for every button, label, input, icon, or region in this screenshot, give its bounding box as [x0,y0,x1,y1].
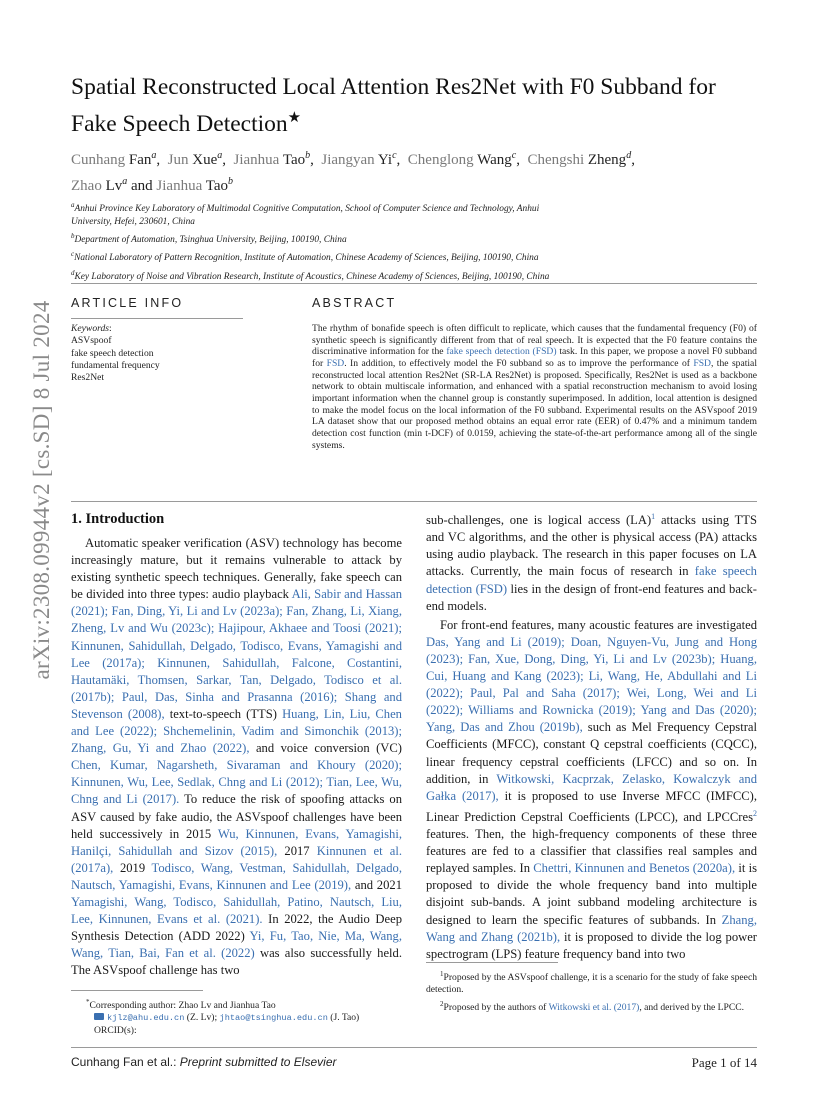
page-number: Page 1 of 14 [691,1055,757,1070]
acronym-link[interactable]: fake speech detection (FSD) [426,564,757,596]
acronym-link[interactable]: fake speech detection (FSD) [446,346,557,358]
title-line-2: Fake Speech Detection [71,110,288,137]
author-list: Cunhang Fan$^a$, Jun Xue$^a$, Jianhua Tao$^b$, Jiangyan Yi$^c$, Chenglong Wang$^c$, Chengshi Zheng$^d$, Zhao Lv$^a$ and Jianhua Tao$^b$ [71,150,635,194]
title-line-1: Spatial Reconstructed Local Attention Res2Net with F0 Subband for [71,74,716,100]
article-info-heading: ARTICLE INFO [71,296,184,310]
abstract-bottom-divider [71,501,757,502]
author: Jianhua Tao$^b$ [233,150,311,168]
footnote-divider-right [426,962,558,963]
arxiv-identifier-sidebar [22,300,62,680]
citation-link[interactable]: Yi, Fu, Tao, Nie, Ma, Wang, Wang, Tian, Bai, Fan et al. (2022) [71,929,403,961]
acronym-link[interactable]: FSD [693,357,711,369]
affiliation: $^c$National Laboratory of Pattern Recognition, Institute of Automation, Chinese Academy of Sciences, Beijing, 100190, China [71,250,539,264]
email-icon [94,1013,104,1020]
footnote-1: $^1$Proposed by the ASVspoof challenge, it is a scenario for the study of fake speech detection. [426,970,757,996]
keyword: fundamental frequency [71,359,160,371]
header-divider [71,283,757,284]
affiliations [71,199,761,286]
citation-link[interactable]: Huang, Lin, Liu, Chen and Lee (2022); Shchemelinin, Vadim and Simonchik (2013); Zhang, Gu, Yi and Zhao (2022), [71,706,402,756]
footnote-ref[interactable]: 2 [753,808,757,818]
citation-link[interactable]: Zhang, Wang and Zhang (2021b), [426,912,757,944]
author-and: and [131,178,153,194]
footnote-corresponding: *Corresponding author: Zhao Lv and Jianhua Tao kjlz@ahu.edu.cn (Z. Lv); jhtao@tsinghua.edu.cn (J. Tao) ORCID(s): [86,996,406,1037]
author: Chengshi Zheng$^d$ [527,150,632,168]
author: Cunhang Fan$^a$ [71,150,157,168]
footnote-2: $^2$Proposed by the authors of Witkowski et al. (2017), and derived by the LPCC. [440,999,745,1013]
affiliation: $^d$Key Laboratory of Noise and Vibration Research, Institute of Acoustics, Chinese Academy of Sciences, Beijing, 100190, China [71,269,550,283]
section-heading-introduction: 1. Introduction [71,511,165,527]
arxiv-identifier-text: arXiv:2308.09944v2 [cs.SD] 8 Jul 2024 [29,300,54,680]
acronym-link[interactable]: FSD [326,357,345,369]
footnote-ref[interactable]: 1 [651,512,656,521]
citation-link[interactable]: Chettri, Kinnunen and Benetos (2020a), [533,861,736,876]
abstract-heading: ABSTRACT [312,296,397,310]
citation-link[interactable]: Yamagishi, Wang, Todisco, Sahidullah, Patino, Nautsch, Liu, Lee, Kinnunen, Evans et al. (2021). [71,894,402,927]
citation-link[interactable]: Ali, Sabir and Hassan (2021); Fan, Ding, Yi, Li and Lv (2023a); Fan, Zhang, Li, Xiang, Zheng, Lv and Wu (2023c); Hajipour, Akhaee and Toosi (2021); Kinnunen, Sahidullah, Delgado, Todisco, Evans, Yamagishi and Lee (2017a); Kinnunen, Sahidullah, Falcone, Costantini, Hautamäki, Thomsen, Sarkar, Tan, Delgado, Todisco et al. (2017b); Paul, Das, Sinha and Prasanna (2016); Shang and Stevenson (2008), [71,587,402,721]
footnotes-right [426,968,757,1014]
keyword: fake speech detection [71,347,154,359]
author: Jiangyan Yi$^c$ [321,150,397,168]
footnote-divider-left [71,990,203,991]
affiliation: $^a$Anhui Province Key Laboratory of Multimodal Cognitive Computation, School of Computer Science and Technology, Anhui University, Hefei, 230601, China [71,201,540,227]
abstract-text: The rhythm of bonafide speech is often difficult to replicate, which causes that the fundamental frequency (F0) of synthetic speech is significantly different from that of real speech. It is expected that the F0 feature contains the discriminative information for the fake speech detection (FSD) task. In this paper, we propose a novel F0 subband for FSD. In addition, to effectively model the F0 subband so as to improve the performance of FSD, the spatial reconstructed local attention Res2Net (SR-LA Res2Net) is proposed. Specifically, Res2Net is used as a backbone network to obtain multiscale information, and enhanced with a spatial reconstruction mechanism to avoid losing important information when the channel group is constantly superimposed. In addition, local attention is designed to make the model focus on the local information of the F0 subband. Experimental results on the ASVspoof 2019 LA dataset show that our proposed method obtains an equal error rate (EER) of 0.47% and a minimum tandem detection cost function (min t-DCF) of 0.0159, achieving the state-of-the-art performance among all of the single systems. [312,323,757,451]
paper-title [71,72,761,140]
author: Zhao Lv$^a$ [71,176,128,194]
affiliation: $^b$Department of Automation, Tsinghua University, Beijing, 100190, China [71,231,347,246]
email-link[interactable]: jhtao@tsinghua.edu.cn [219,1013,328,1024]
keywords-label: Keywords [71,323,110,334]
keyword: ASVspoof [71,335,112,347]
citation-link[interactable]: Wu, Kinnunen, Evans, Yamagishi, Hanilçi, Sahidullah and Sizov (2015), [71,826,403,858]
citation-link[interactable]: Witkowski, Kacprzak, Zelasko, Kowalczyk and Gałka (2017), [426,771,757,803]
author: Jun Xue$^a$ [167,150,223,168]
citation-link[interactable]: Todisco, Wang, Vestman, Sahidullah, Delgado, Nautsch, Yamagishi, Evans, Kinnunen and Lee (2019), [71,860,402,892]
footer-left: Cunhang Fan et al.: Preprint submitted to Elsevier [71,1055,337,1069]
left-column-text: Automatic speaker verification (ASV) technology has become increasingly mature, but it remains vulnerable to attack by existing synthetic speech techniques. Generally, fake speech can be divided into three types: audio playback Ali, Sabir and Hassan (2021); Fan, Ding, Yi, Li and Lv (2023a); Fan, Zhang, Li, Xiang, Zheng, Lv and Wu (2023c); Hajipour, Akhaee and Toosi (2021); Kinnunen, Sahidullah, Delgado, Todisco, Evans, Yamagishi and Lee (2017a); Kinnunen, Sahidullah, Falcone, Costantini, Hautamäki, Thomsen, Sarkar, Tan, Delgado, Todisco et al. (2017b); Paul, Das, Sinha and Prasanna (2016); Shang and Stevenson (2008), text-to-speech (TTS) Huang, Lin, Liu, Chen and Lee (2022); Shchemelinin, Vadim and Simonchik (2013); Zhang, Gu, Yi and Zhao (2022), and voice conversion (VC) Chen, Kumar, Nagarsheth, Sivaraman and Khoury (2020); Kinnunen, Wu, Lee, Sedlak, Chng and Li (2012); Tian, Lee, Wu, Chng and Li (2017). To reduce the risk of spoofing attacks on ASV caused by fake audio, the ASVspoof challenges have been held successively in 2015 Wu, Kinnunen, Evans, Yamagishi, Hanilçi, Sahidullah and Sizov (2015), 2017 Kinnunen et al. (2017a), 2019 Todisco, Wang, Vestman, Sahidullah, Delgado, Nautsch, Yamagishi, Evans, Kinnunen and Lee (2019), and 2021 Yamagishi, Wang, Todisco, Sahidullah, Patino, Nautsch, Liu, Lee, Kinnunen, Evans et al. (2021). In 2022, the Audio Deep Synthesis Detection (ADD 2022) Yi, Fu, Tao, Nie, Ma, Wang, Wang, Tian, Bai, Fan et al. (2022) was also successfully held. The ASVspoof challenge has two [71,536,403,978]
keywords-block: Keywords: ASVspoof fake speech detection fundamental frequency Res2Net [71,323,241,384]
footer-divider [71,1047,757,1048]
author: Chenglong Wang$^c$ [407,150,517,168]
right-column-text: sub-challenges, one is logical access (LA)$^1$ attacks using TTS and VC algorithms, and the other is physical access (PA) attacks using audio playback. The research in this paper focuses on LA attacks. Currently, the main focus of research in fake speech detection (FSD) lies in the design of front-end features and back-end models. For front-end features, many acoustic features are investigated Das, Yang and Li (2019); Doan, Nguyen-Vu, Jung and Hong (2023); Fan, Xue, Dong, Ding, Yi, Li and Lv (2023b); Huang, Cui, Huang and Kang (2023); Li, Wang, He, Abdullahi and Li (2022); Paul, Pal and Saha (2017); Wei, Long, Wei and Li (2022); Williams and Rownicka (2019); Yang and Das (2020); Yang, Das and Zhou (2019b), such as Mel Frequency Cepstral Coefficients (MFCC), constant Q cepstral coefficients (CQCC), linear frequency cepstral coefficients (LFCC) and so on. In addition, in Witkowski, Kacprzak, Zelasko, Kowalczyk and Gałka (2017), it is proposed to use Inverse MFCC (IMFCC), Linear Prediction Cepstral Coefficients (LPCC), and LPCCres$^2$ features. Then, the high-frequency components of these three features are fed to a classifier that classifies real samples and replayed samples. In Chettri, Kinnunen and Benetos (2020a), it is proposed to divide the whole frequency band into multiple disjoint sub-bands. A joint subband modeling architecture is designed to learn the specific features of subbands. In Zhang, Wang and Zhang (2021b), it is proposed to divide the log power spectrogram (LPS) feature frequency band into two [426,512,757,961]
email-link[interactable]: kjlz@ahu.edu.cn [107,1013,185,1024]
citation-link[interactable]: Das, Yang and Li (2019); Doan, Nguyen-Vu, Jung and Hong (2023); Fan, Xue, Dong, Ding, Yi, Li and Lv (2023b); Huang, Cui, Huang and Kang (2023); Li, Wang, He, Abdullahi and Li (2022); Paul, Pal and Saha (2017); Wei, Long, Wei and Li (2022); Williams and Rownicka (2019); Yang and Das (2020); Yang, Das and Zhou (2019b), [426,634,757,735]
citation-link[interactable]: Kinnunen et al. (2017a), [71,843,402,875]
star-icon: ★ [287,110,302,126]
author: Jianhua Tao$^b$ [156,176,234,194]
orcid-label: ORCID(s): [94,1024,137,1036]
keyword: Res2Net [71,372,105,384]
citation-link[interactable]: Witkowski et al. (2017) [548,1001,640,1013]
citation-link[interactable]: Chen, Kumar, Nagarsheth, Sivaraman and Khoury (2020); Kinnunen, Wu, Lee, Sedlak, Chng and Li (2012); Tian, Lee, Wu, Chng and Li (2017). [71,758,402,807]
article-info-divider [71,318,243,319]
